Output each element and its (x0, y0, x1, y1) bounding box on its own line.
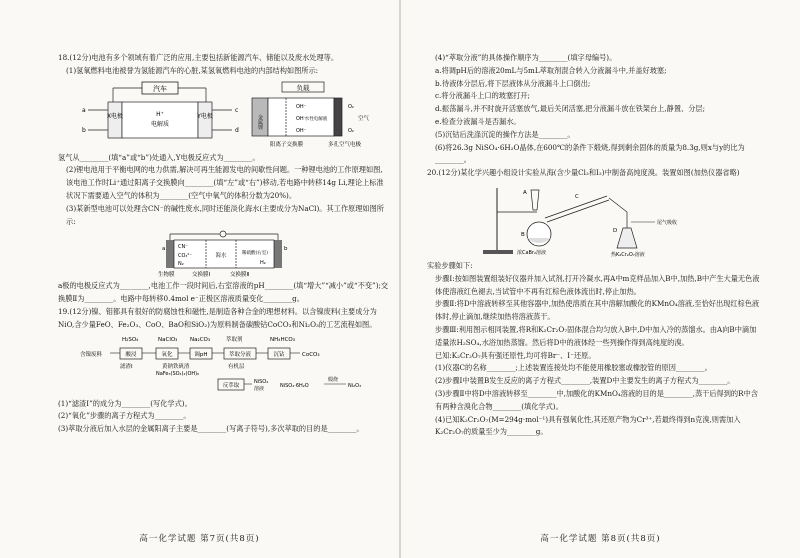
left-footer: 高一化学试题 第7页(共8页) (139, 534, 260, 544)
h2-label: H₂ (260, 260, 266, 267)
oh-2: OH⁻ (296, 115, 307, 122)
label-c: C (575, 193, 579, 200)
right-footer: 高一化学试题 第8页(共8页) (540, 534, 661, 544)
option-b: b.待液体分层后,将下层液体从分液漏斗上口倒出; (435, 78, 591, 88)
flow-step-oxidize: 氧化 (161, 351, 173, 358)
option-a: a.将调pH后的溶液20mL与5mL萃取剂混合转入分液漏斗中,并盖好玻塞; (435, 65, 667, 75)
flow-extractant: 萃取剂 (226, 336, 243, 343)
apparatus-diagram (427, 182, 757, 258)
label-tail-gas: 尾气吸收 (657, 219, 678, 226)
o2-label-b: O₂ (348, 127, 354, 134)
biofilm-label: 生物膜 (158, 272, 175, 279)
electrode-a: a (162, 246, 166, 253)
water-electrolyte: 水性电解液 (304, 116, 328, 122)
cn-label: CN⁻ (178, 244, 188, 251)
flow-yellow-formula: NaFe₃(SO₄)₂(OH)₆ (156, 370, 200, 377)
oh-3: OH⁻ (296, 127, 307, 134)
flow-waste: 含镍废料 (80, 351, 103, 358)
membrane-2-label: 交换膜Ⅱ (230, 272, 250, 279)
flow-na2co3: Na₂CO₃ (190, 336, 211, 343)
car-label: 汽车 (153, 84, 167, 93)
flow-step-extract: 萃取分液 (228, 351, 252, 358)
q19-part6: (6)将26.3g NiSO₄·6H₂O晶体,在600℃的条件下煅烧,得到剩余固体的质量为8.3g,则x与y的比为________。 (435, 142, 745, 165)
seawater-cell-figure (58, 230, 389, 278)
option-d: d.振荡漏斗,并不时旋开活塞放气,最后关闭活塞,把分液漏斗放在铁架台上,静置、分层; (435, 104, 706, 114)
q18-part3: (3)某新型电池可以处理含CN⁻的碱性废水,同时还能淡化海水(主要成分为NaCl)。其工作原理如图所示: (66, 203, 384, 226)
port-d: d (235, 126, 239, 134)
process-flow-diagram (58, 334, 388, 396)
port-b: b (82, 126, 86, 134)
right-column (427, 52, 762, 439)
q19-part4: (4)“萃取分液”的具体操作顺序为________(填字母编号)。 (435, 53, 617, 62)
flow-niso4-solution: 溶液 (254, 385, 265, 392)
q19-part2: (2)“氧化”步骤的离子方程式为________。 (58, 411, 191, 421)
q20-part4: (4)已知K₂Cr₂O₇(M=294g·mol⁻¹)具有强氧化性,其还原产物为Cr³⁺,若最终得到n克溴,则需加入K₂Cr₂O₇的质量至少为________g。 (435, 414, 741, 437)
flow-niso4-crystal: NiSO₄·6H₂O (280, 382, 309, 389)
acid-label: 稀硫酸(右室) (241, 251, 269, 257)
option-e: e.检查分液漏斗是否漏水。 (435, 116, 521, 126)
left-page (0, 0, 399, 558)
oh-1: OH⁻ (296, 103, 307, 110)
li-label: 金属锂 (257, 114, 263, 130)
flow-step-ph: 调pH (194, 351, 208, 358)
q20-part1: (1)仪器C的名称________;上述装置连接处均不能使用橡胶塞或橡胶管的原因________。 (435, 363, 712, 373)
step-3: 步骤Ⅲ:利用图示相同装置,将R和K₂Cr₂O₇固体混合均匀放入B中,D中加入冷的蒸馏水。由A向B中滴加适量浓H₂SO₄,水浴加热蒸馏。然后将D中的液体经一些列操作得到高纯度的溴。 (435, 324, 757, 347)
label-b: B (521, 231, 525, 238)
fuel-cell-figures (58, 80, 389, 150)
flow-ni2o3: Ni₂O₃ (348, 382, 362, 389)
flow-naclo3: NaClO₃ (158, 336, 178, 343)
membrane-1-label: 交换膜Ⅰ (192, 272, 211, 279)
flow-step-cobalt: 沉钴 (273, 351, 285, 358)
q20-heading: 20.(12分)某化学兴趣小组设计实验从海(含少量Cl₂和I₂)中制备高纯度溴。装置如图(加热仪器省略) (427, 168, 740, 178)
q20-part2: (2)步骤Ⅰ中装置B发生反应的离子方程式________,装置D中主要发生的离子方程式为________。 (435, 376, 735, 386)
label-cabr2: 浓CaBr₂溶液 (517, 249, 547, 256)
electrolyte-label: 电解质 (150, 120, 170, 128)
o2-label: O₂ (348, 103, 354, 110)
q18-heading: 18.(12分)电池有多个领域有着广泛的应用,主要包括新能源汽车、储能以及废水处理等。 (58, 53, 339, 62)
h-plus-label: H⁺ (156, 110, 164, 118)
x-electrode: X电极 (106, 112, 124, 120)
flow-coco3: CoCO₃ (302, 351, 320, 358)
co3-label: CO₃²⁻ (178, 253, 193, 260)
flow-h2so4: H₂SO₄ (122, 336, 139, 343)
seawater-cell-diagram (58, 230, 388, 278)
option-c: c.将分液漏斗上口的玻塞打开; (435, 91, 530, 101)
air-label: 空气 (358, 115, 370, 122)
q18-part2: (2)锂电池用于平衡电网的电力供需,解决可再生能源发电的间歇性问题。一种锂电池的工作原理如图,该电池工作时Li⁺通过阳离子交换膜向________(填“左”或“右”)移动,若电路中转移14g Li,理论上标准状况下需要通入空气的体积为________(空气中氧气的体积分数为20%)。 (66, 165, 384, 200)
flow-yellow-slag: 黄钠铁矾渣 (162, 363, 190, 370)
y-electrode: Y电极 (197, 112, 213, 120)
fuel-cell-diagram (58, 80, 388, 150)
label-d: D (613, 227, 618, 234)
flow-nh4hco3: NH₄HCO₃ (270, 336, 295, 343)
apparatus-figure (427, 182, 762, 258)
known-info: 已知:K₂Cr₂O₇具有强还原性,均可将Br⁻、I⁻还原。 (435, 350, 596, 360)
q18-part1: (1)氢氧燃料电池被誉为氢能源汽车的心脏,某氢氧燃料电池的内部结构如图所示: (66, 65, 319, 75)
step-2: 步骤Ⅱ:将D中溶液转移至其他容器中,加热使溶质在其中溶解加酸化的KMnO₄溶液,至恰好出现红棕色液体时,停止滴加,继续加热将溶液蒸干。 (435, 299, 760, 322)
q19-heading: 19.(12分)镍、钼都具有很好的防腐蚀性和磁性,是制造各种合金的理想材料。以含镍废料(主要成分为NiO,含少量FeO、Fe₂O₃、CoO、BaO和SiO₂)为原料制备碳酸钴CoCO₃和Ni₂O₃的工艺流程如图。 (58, 306, 377, 329)
load-label: 负载 (296, 83, 310, 92)
flow-step-acid: 酸浸 (125, 351, 137, 358)
flow-back-extract: 反萃取 (222, 382, 240, 389)
step-1: 步骤Ⅰ:按如图装置组装好仪器并加入试剂,打开冷凝水,再A中m克样品加入B中,加热,B中产生大量无色液体使溶液红色褪去,当试管中不再有红棕色液体流出时,停止加热。 (435, 273, 760, 296)
electrode-b: b (284, 246, 288, 253)
q19-part3: (3)萃取分液后加入水层的金属阳离子主要是________(写离子符号),多次萃取的目的是________。 (58, 424, 364, 434)
right-page (401, 0, 800, 558)
port-c: c (235, 106, 239, 114)
q18-part3-answer: a极的电极反应式为________,电池工作一段时间后,右室溶液的pH________(填“增大”“减小”或“不变”);交换膜Ⅱ为________。电路中每转移0.4mol e⁻正极区溶液质量变化________g。 (58, 281, 389, 304)
flow-niso4: NiSO₄ (254, 378, 269, 385)
port-a: a (82, 106, 86, 114)
cation-membrane: 阳离子交换膜 (270, 141, 304, 148)
q20-part3: (3)步骤Ⅱ中将D中溶液转移至________中,加酸化的KMnO₄溶液的目的是________,蒸干后得到的R中含有两种含溴化合物________(填化学式)。 (435, 388, 758, 411)
q18-part1-answer: 氢气从________(填“a”或“b”)处通入,Y电极反应式为________。 (58, 152, 260, 162)
porous-electrode: 多孔空气电极 (328, 141, 362, 148)
q19-part1: (1)“滤渣Ⅰ”的成分为________(写化学式)。 (58, 398, 192, 408)
q19-part5: (5)沉钴后洗涤沉淀的操作方法是________。 (435, 129, 575, 139)
flow-residue: 滤渣Ⅰ (120, 363, 133, 370)
flow-calcine: 煅烧 (328, 376, 339, 383)
seawater-label: 海水 (215, 253, 227, 260)
n2-label: N₂ (178, 261, 184, 268)
process-flow-figure (58, 334, 389, 396)
label-a: A (523, 189, 527, 196)
steps-title: 实验步骤如下: (427, 260, 473, 270)
left-column (58, 52, 389, 436)
flow-organic: 有机层 (228, 363, 245, 370)
label-k2cr2o7: 热K₂Cr₂O₇溶液 (611, 251, 645, 258)
